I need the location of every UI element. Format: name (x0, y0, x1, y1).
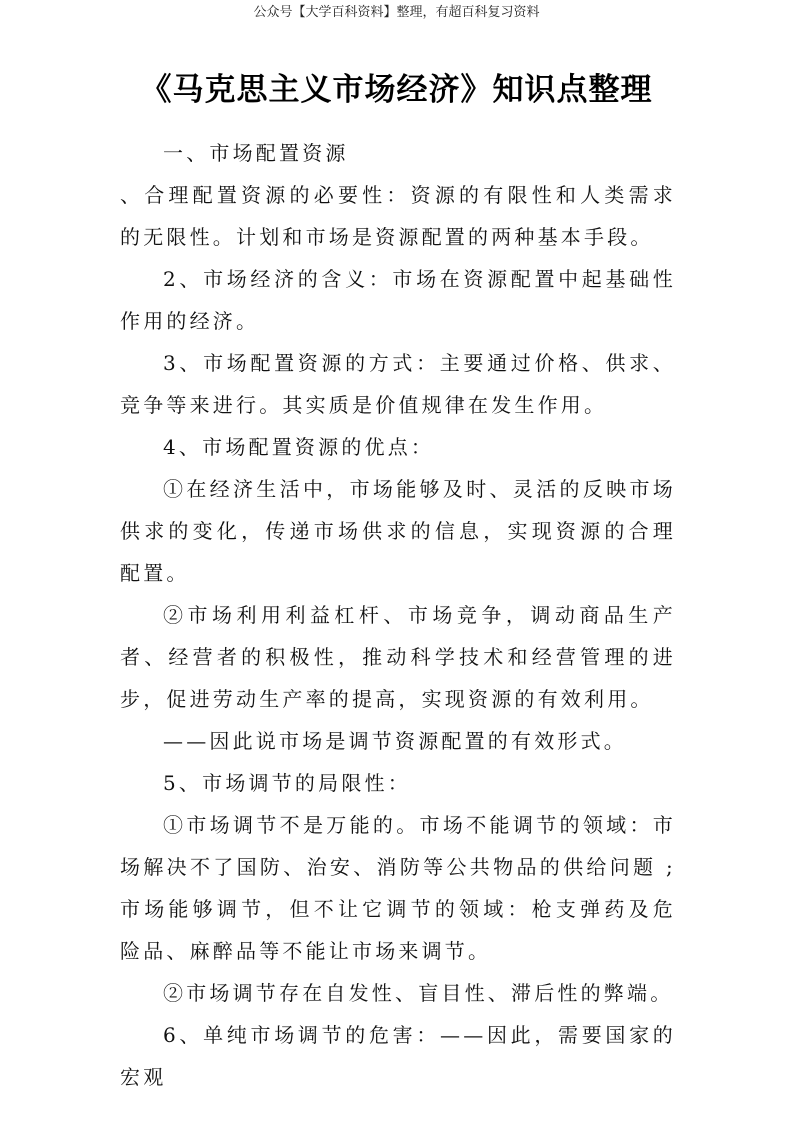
paragraph-market-economy-meaning: 2、市场经济的含义：市场在资源配置中起基础性作用的经济。 (120, 267, 676, 333)
paragraph-harm-heading: 6、单纯市场调节的危害：——因此，需要国家的宏观 (120, 1023, 676, 1089)
paragraph-necessity: 、合理配置资源的必要性：资源的有限性和人类需求的无限性。计划和市场是资源配置的两种基本手段。 (120, 183, 676, 249)
paragraph-limitation-1: ①市场调节不是万能的。市场不能调节的领域：市场解决不了国防、治安、消防等公共物品的供给问题 ;市场能够调节，但不让它调节的领域：枪支弹药及危险品、麻醉品等不能让市场来调节。 (120, 813, 676, 963)
paragraph-advantage-1: ①在经济生活中，市场能够及时、灵活的反映市场供求的变化，传递市场供求的信息，实现资源的合理配置。 (120, 477, 676, 585)
paragraph-limitations-heading: 5、市场调节的局限性： (163, 771, 411, 795)
page-title: 《马克思主义市场经济》知识点整理 (140, 72, 653, 108)
paragraph-allocation-method: 3、市场配置资源的方式：主要通过价格、供求、竞争等来进行。其实质是价值规律在发生作用。 (120, 351, 676, 417)
paragraph-conclusion: ——因此说市场是调节资源配置的有效形式。 (163, 729, 627, 753)
paragraph-limitation-2: ②市场调节存在自发性、盲目性、滞后性的弊端。 (163, 981, 674, 1005)
paragraph-advantage-2: ②市场利用利益杠杆、市场竞争，调动商品生产者、经营者的积极性，推动科学技术和经营管理的进步，促进劳动生产率的提高，实现资源的有效利用。 (120, 603, 676, 711)
section-heading-market-allocation: 一、市场配置资源 (163, 141, 349, 165)
header-note: 公众号【大学百科资料】整理，有超百科复习资料 (253, 5, 540, 20)
paragraph-advantages-heading: 4、市场配置资源的优点： (163, 435, 435, 459)
document-body (120, 132, 676, 1098)
